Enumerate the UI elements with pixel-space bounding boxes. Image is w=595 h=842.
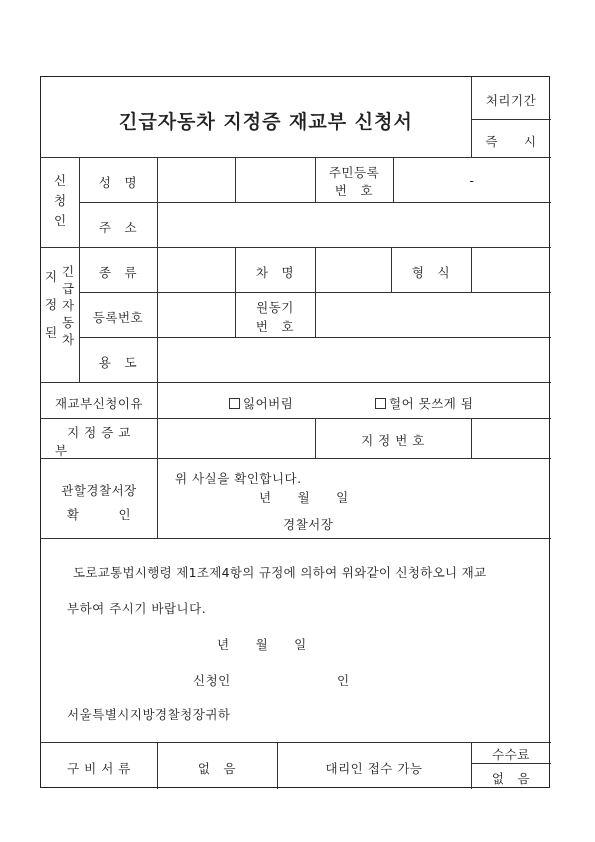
rrn-label-line2: 번 호 (334, 183, 374, 198)
reason-option-worn[interactable]: 헐어 못쓰게 됨 (375, 394, 473, 412)
engine-number-label-line1: 원동기 (256, 300, 294, 315)
police-chief-label: 경찰서장 (283, 517, 334, 532)
usage-label: 용 도 (98, 355, 138, 370)
vehicle-group-label-col1: 지 정 된 (44, 269, 58, 340)
reissue-reason-label: 재교부신청이유 (54, 396, 144, 411)
police-confirm-date[interactable]: 년 월 일 (259, 490, 349, 505)
application-form (40, 76, 550, 788)
required-docs-label: 구 비 서 류 (67, 761, 131, 776)
model-label: 형 식 (411, 265, 451, 280)
engine-number-field[interactable] (315, 292, 551, 337)
applicant-seal-label[interactable]: 인 (337, 673, 350, 688)
designation-number-field[interactable] (471, 418, 551, 458)
lost-checkbox[interactable] (229, 398, 240, 409)
designation-number-label: 지 정 번 호 (361, 433, 425, 448)
police-confirm-label-line1: 관할경찰서장 (61, 483, 137, 498)
statement-line2: 부하여 주시기 바랍니다. (67, 601, 207, 616)
police-confirm-label-line2: 확 인 (66, 507, 132, 522)
applicant-signature-label: 신청인 (193, 673, 231, 688)
vehicle-type-label: 종 류 (98, 265, 138, 280)
car-name-field[interactable] (315, 247, 391, 292)
fee-value: 없 음 (491, 771, 531, 786)
recipient-text: 서울특별시지방경찰청장귀하 (67, 707, 231, 722)
name-field[interactable] (157, 157, 235, 202)
rrn-field[interactable]: - (469, 173, 475, 188)
cert-reissue-label-line2: 부 (55, 443, 68, 458)
name-label: 성 명 (98, 175, 138, 190)
car-name-label: 차 명 (255, 265, 295, 280)
reason-option-lost[interactable]: 잃어버림 (229, 394, 293, 412)
cert-reissue-field[interactable] (157, 418, 315, 458)
name-field-extra[interactable] (235, 157, 315, 202)
proxy-application-text: 대리인 접수 가능 (325, 761, 423, 776)
registration-number-label: 등록번호 (92, 310, 144, 325)
processing-period-label: 처리기간 (485, 93, 537, 108)
engine-number-label-line2: 번 호 (255, 319, 295, 334)
statement-date[interactable]: 년 월 일 (217, 637, 307, 652)
police-confirm-text: 위 사실을 확인합니다. (175, 471, 302, 486)
cert-reissue-label-line1: 지 정 증 교 (67, 425, 131, 440)
vehicle-type-field[interactable] (157, 247, 235, 292)
processing-period-value: 즉 시 (485, 134, 537, 149)
usage-field[interactable] (157, 337, 551, 382)
form-title: 긴급자동차 지정증 재교부 신청서 (119, 111, 413, 133)
address-label: 주 소 (98, 220, 138, 235)
worn-checkbox[interactable] (375, 398, 386, 409)
model-field[interactable] (471, 247, 551, 292)
rrn-label-line1: 주민등록 (328, 165, 380, 180)
registration-number-field[interactable] (157, 292, 235, 337)
statement-line1: 도로교통법시행령 제1조제4항의 규정에 의하여 위와같이 신청하오니 재교 (73, 565, 487, 580)
required-docs-value: 없 음 (197, 761, 237, 776)
vehicle-group-label-col2: 긴 급 자 동 차 (61, 264, 75, 347)
applicant-group-label: 신 청 인 (53, 173, 67, 228)
address-field[interactable] (157, 202, 551, 247)
fee-label: 수수료 (492, 747, 530, 762)
